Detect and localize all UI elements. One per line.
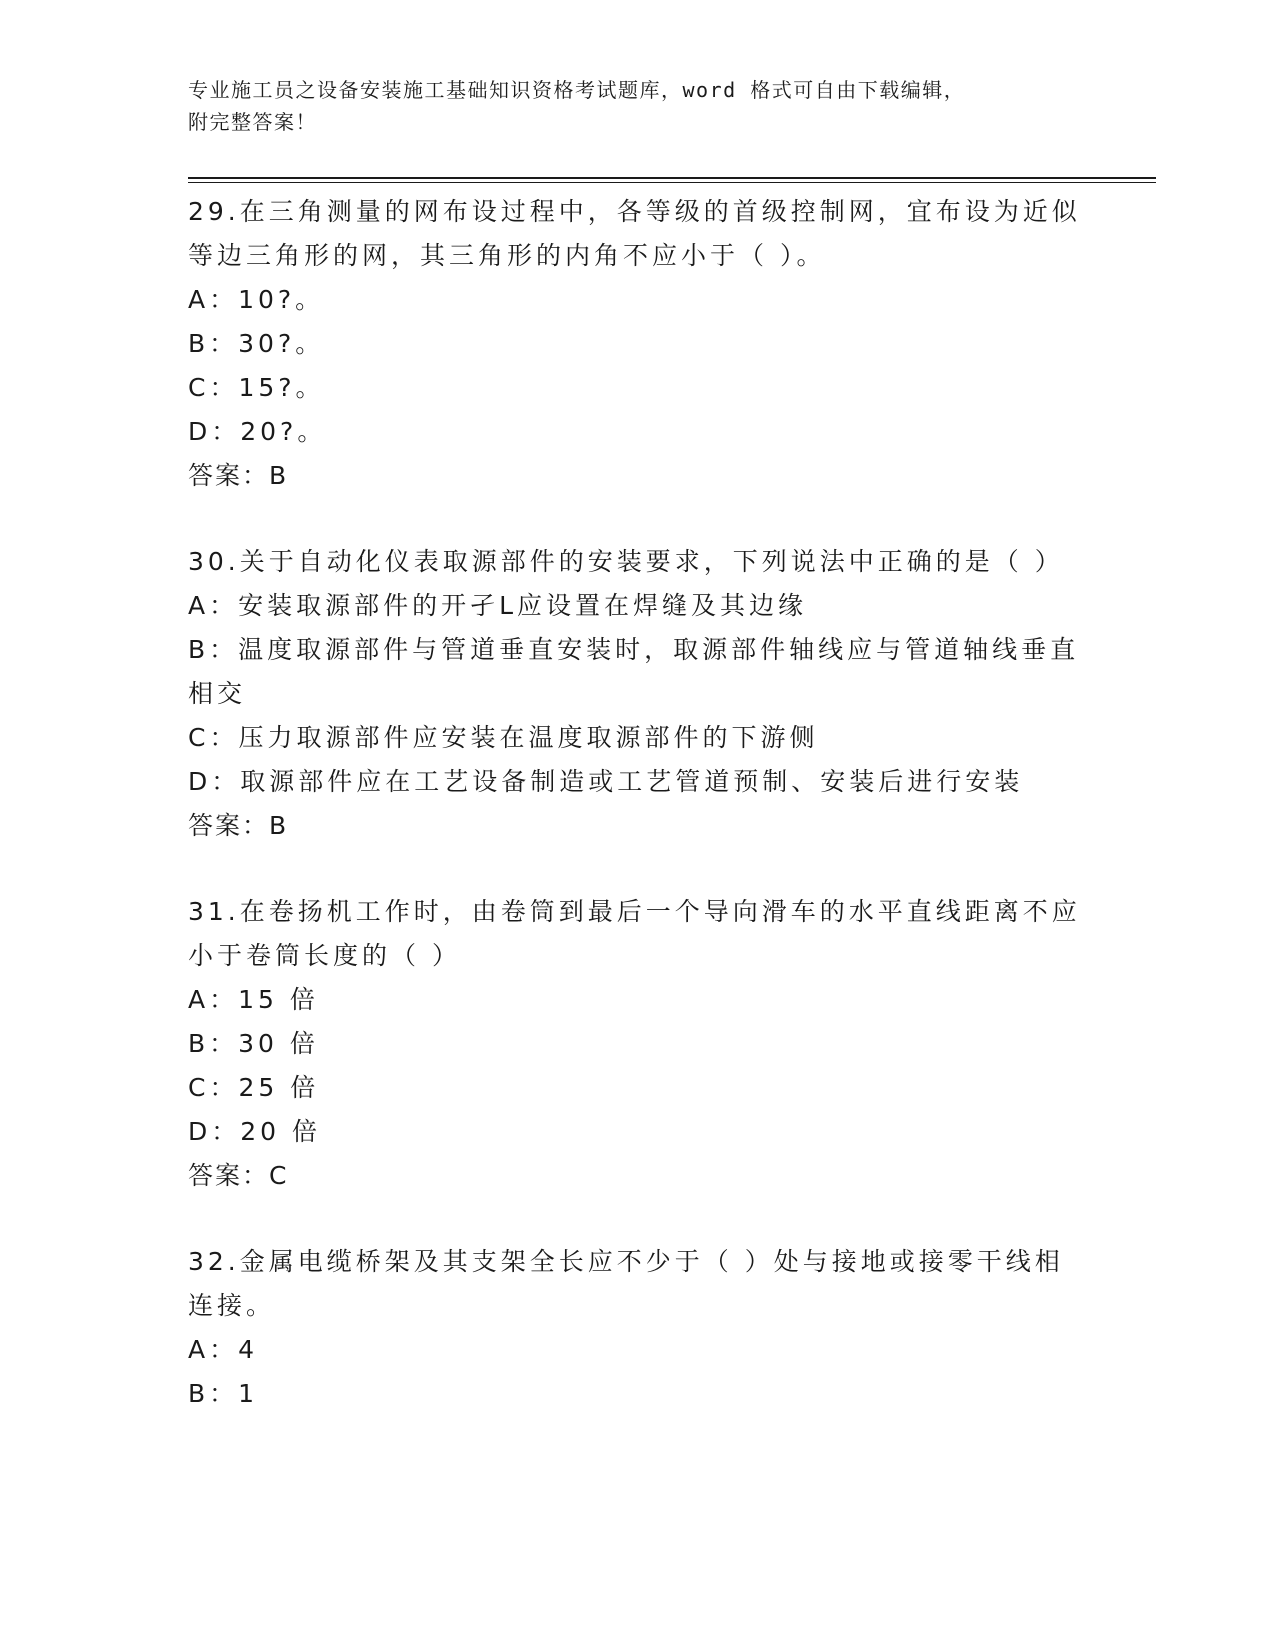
option-b: B：30?。 [188, 329, 325, 358]
option-b-continued: 相交 [188, 679, 247, 708]
option-d: D：取源部件应在工艺设备制造或工艺管道预制、安装后进行安装 [188, 767, 1024, 796]
option-c: C：15?。 [188, 373, 325, 402]
question-stem: 小于卷筒长度的（ ） [188, 941, 461, 970]
question-stem: 连接。 [188, 1291, 276, 1320]
option-c: C：25 倍 [188, 1073, 320, 1102]
answer: 答案：B [188, 811, 289, 840]
header-divider-thin [188, 182, 1156, 183]
question-stem: 29.在三角测量的网布设过程中，各等级的首级控制网，宜布设为近似 [188, 197, 1081, 226]
header-divider [188, 177, 1156, 179]
header-line: 专业施工员之设备安装施工基础知识资格考试题库，word 格式可自由下载编辑， [188, 78, 966, 102]
option-b: B：1 [188, 1379, 259, 1408]
option-d: D：20 倍 [188, 1117, 322, 1146]
option-a: A：4 [188, 1335, 259, 1364]
option-b: B：温度取源部件与管道垂直安装时，取源部件轴线应与管道轴线垂直 [188, 635, 1080, 664]
question-stem: 等边三角形的网，其三角形的内角不应小于（ ）。 [188, 241, 826, 270]
option-a: A：10?。 [188, 285, 325, 314]
option-c: C：压力取源部件应安装在温度取源部件的下游侧 [188, 723, 819, 752]
answer: 答案：C [188, 1161, 289, 1190]
document-header [188, 74, 1088, 138]
question-stem: 32.金属电缆桥架及其支架全长应不少于（ ）处与接地或接零干线相 [188, 1247, 1064, 1276]
option-d: D：20?。 [188, 417, 327, 446]
answer: 答案：B [188, 461, 289, 490]
option-a: A：15 倍 [188, 985, 319, 1014]
question-stem: 30.关于自动化仪表取源部件的安装要求，下列说法中正确的是（ ） [188, 547, 1064, 576]
option-b: B：30 倍 [188, 1029, 319, 1058]
header-line: 附完整答案！ [188, 110, 317, 134]
question-stem: 31.在卷扬机工作时，由卷筒到最后一个导向滑车的水平直线距离不应 [188, 897, 1081, 926]
option-a: A：安装取源部件的开孑L应设置在焊缝及其边缘 [188, 591, 808, 620]
